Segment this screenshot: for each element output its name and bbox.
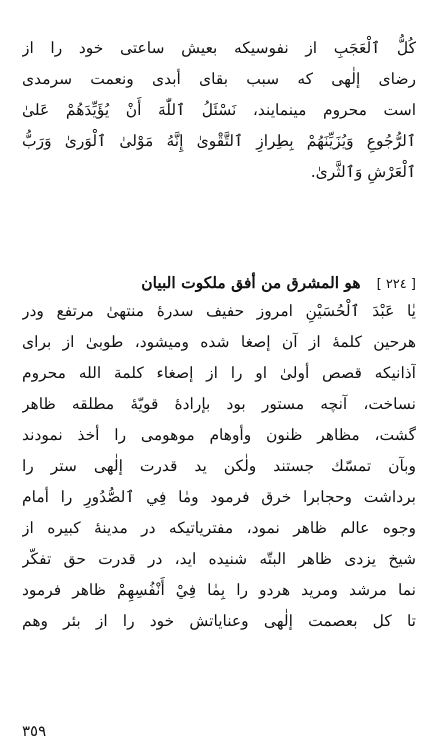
section-number: [ ٢٢٤ ] xyxy=(376,277,416,292)
paragraph-1-line: ٱلْعَرْشِ وَٱلثَّرىٰ. xyxy=(310,163,416,181)
paragraph-1-line: رضاى إلٰهى كه سبب بقاى أبدى ونعمت سرمدى xyxy=(22,70,416,88)
section-title: هو المشرق من أفق ملكوت البيان xyxy=(141,273,361,292)
paragraph-2-line: تا كل بعصمت إلٰهى وعناياتش خود را از بئر وهم xyxy=(22,612,416,630)
paragraph-2-line: آذانيكه قصص أولىٰ او را از إصغاء كلمة الله محروم xyxy=(22,364,416,382)
paragraph-2-line: نساخت، آنچه مستور بود بإرادهٔ قويّهٔ مطلقه ظاهر xyxy=(22,395,416,413)
section-heading xyxy=(22,268,416,298)
paragraph-1-line: ٱلرُّجُوعِ وَيُزَيِّنَهُمْ بِطِرازِ ٱلتَّقْوىٰ إِنَّهُ مَوْلىٰ ٱلْوَرىٰ وَرَبُّ xyxy=(22,132,416,150)
paragraph-1-line: كُلُّ ٱلْعَجَبِ از نفوسيكه بعيش ساعتى خود را از xyxy=(22,39,416,57)
paragraph-1-line: است محروم مينمايند، نَسْئَلُ ٱللّٰهَ أَنْ يُؤَيِّدَهُمْ عَلىٰ xyxy=(22,101,416,119)
paragraph-2-line: وبآن تمسّك جستند ولٰكن يد قدرت إلٰهى ستر را xyxy=(22,457,416,475)
page-number: ٣٥٩ xyxy=(22,722,47,740)
paragraph-2-line: برداشت وحجابرا خرق فرمود ومٰا فِي ٱلصُّدُورِ را أمام xyxy=(22,488,416,506)
paragraph-2-line: يٰا عَبْدَ ٱلْحُسَيْنِ امروز حفيف سدرهٔ منتهىٰ مرتفع ودر xyxy=(22,302,416,320)
paragraph-2 xyxy=(22,296,416,637)
paragraph-1 xyxy=(22,33,416,188)
paragraph-2-line: گشت، مظاهر ظنون وأوهام موهومى را أخذ نمودند xyxy=(22,426,416,444)
paragraph-2-line: وجوه عالم ظاهر نمود، مفترياتيكه در مدينهٔ كبيره از xyxy=(22,519,416,537)
paragraph-2-line: نما مرشد ومريد هردو را بِمٰا فِيْ أَنْفُسِهِمْ ظاهر فرمود xyxy=(22,581,416,599)
paragraph-2-line: هرحين كلمهٔ از آن إصغا شده وميشود، طوبىٰ از براى xyxy=(22,333,416,351)
paragraph-2-line: شيخ يزدى ظاهر البتّه شنيده ايد، در قدرت حق تفكّر xyxy=(22,550,416,568)
